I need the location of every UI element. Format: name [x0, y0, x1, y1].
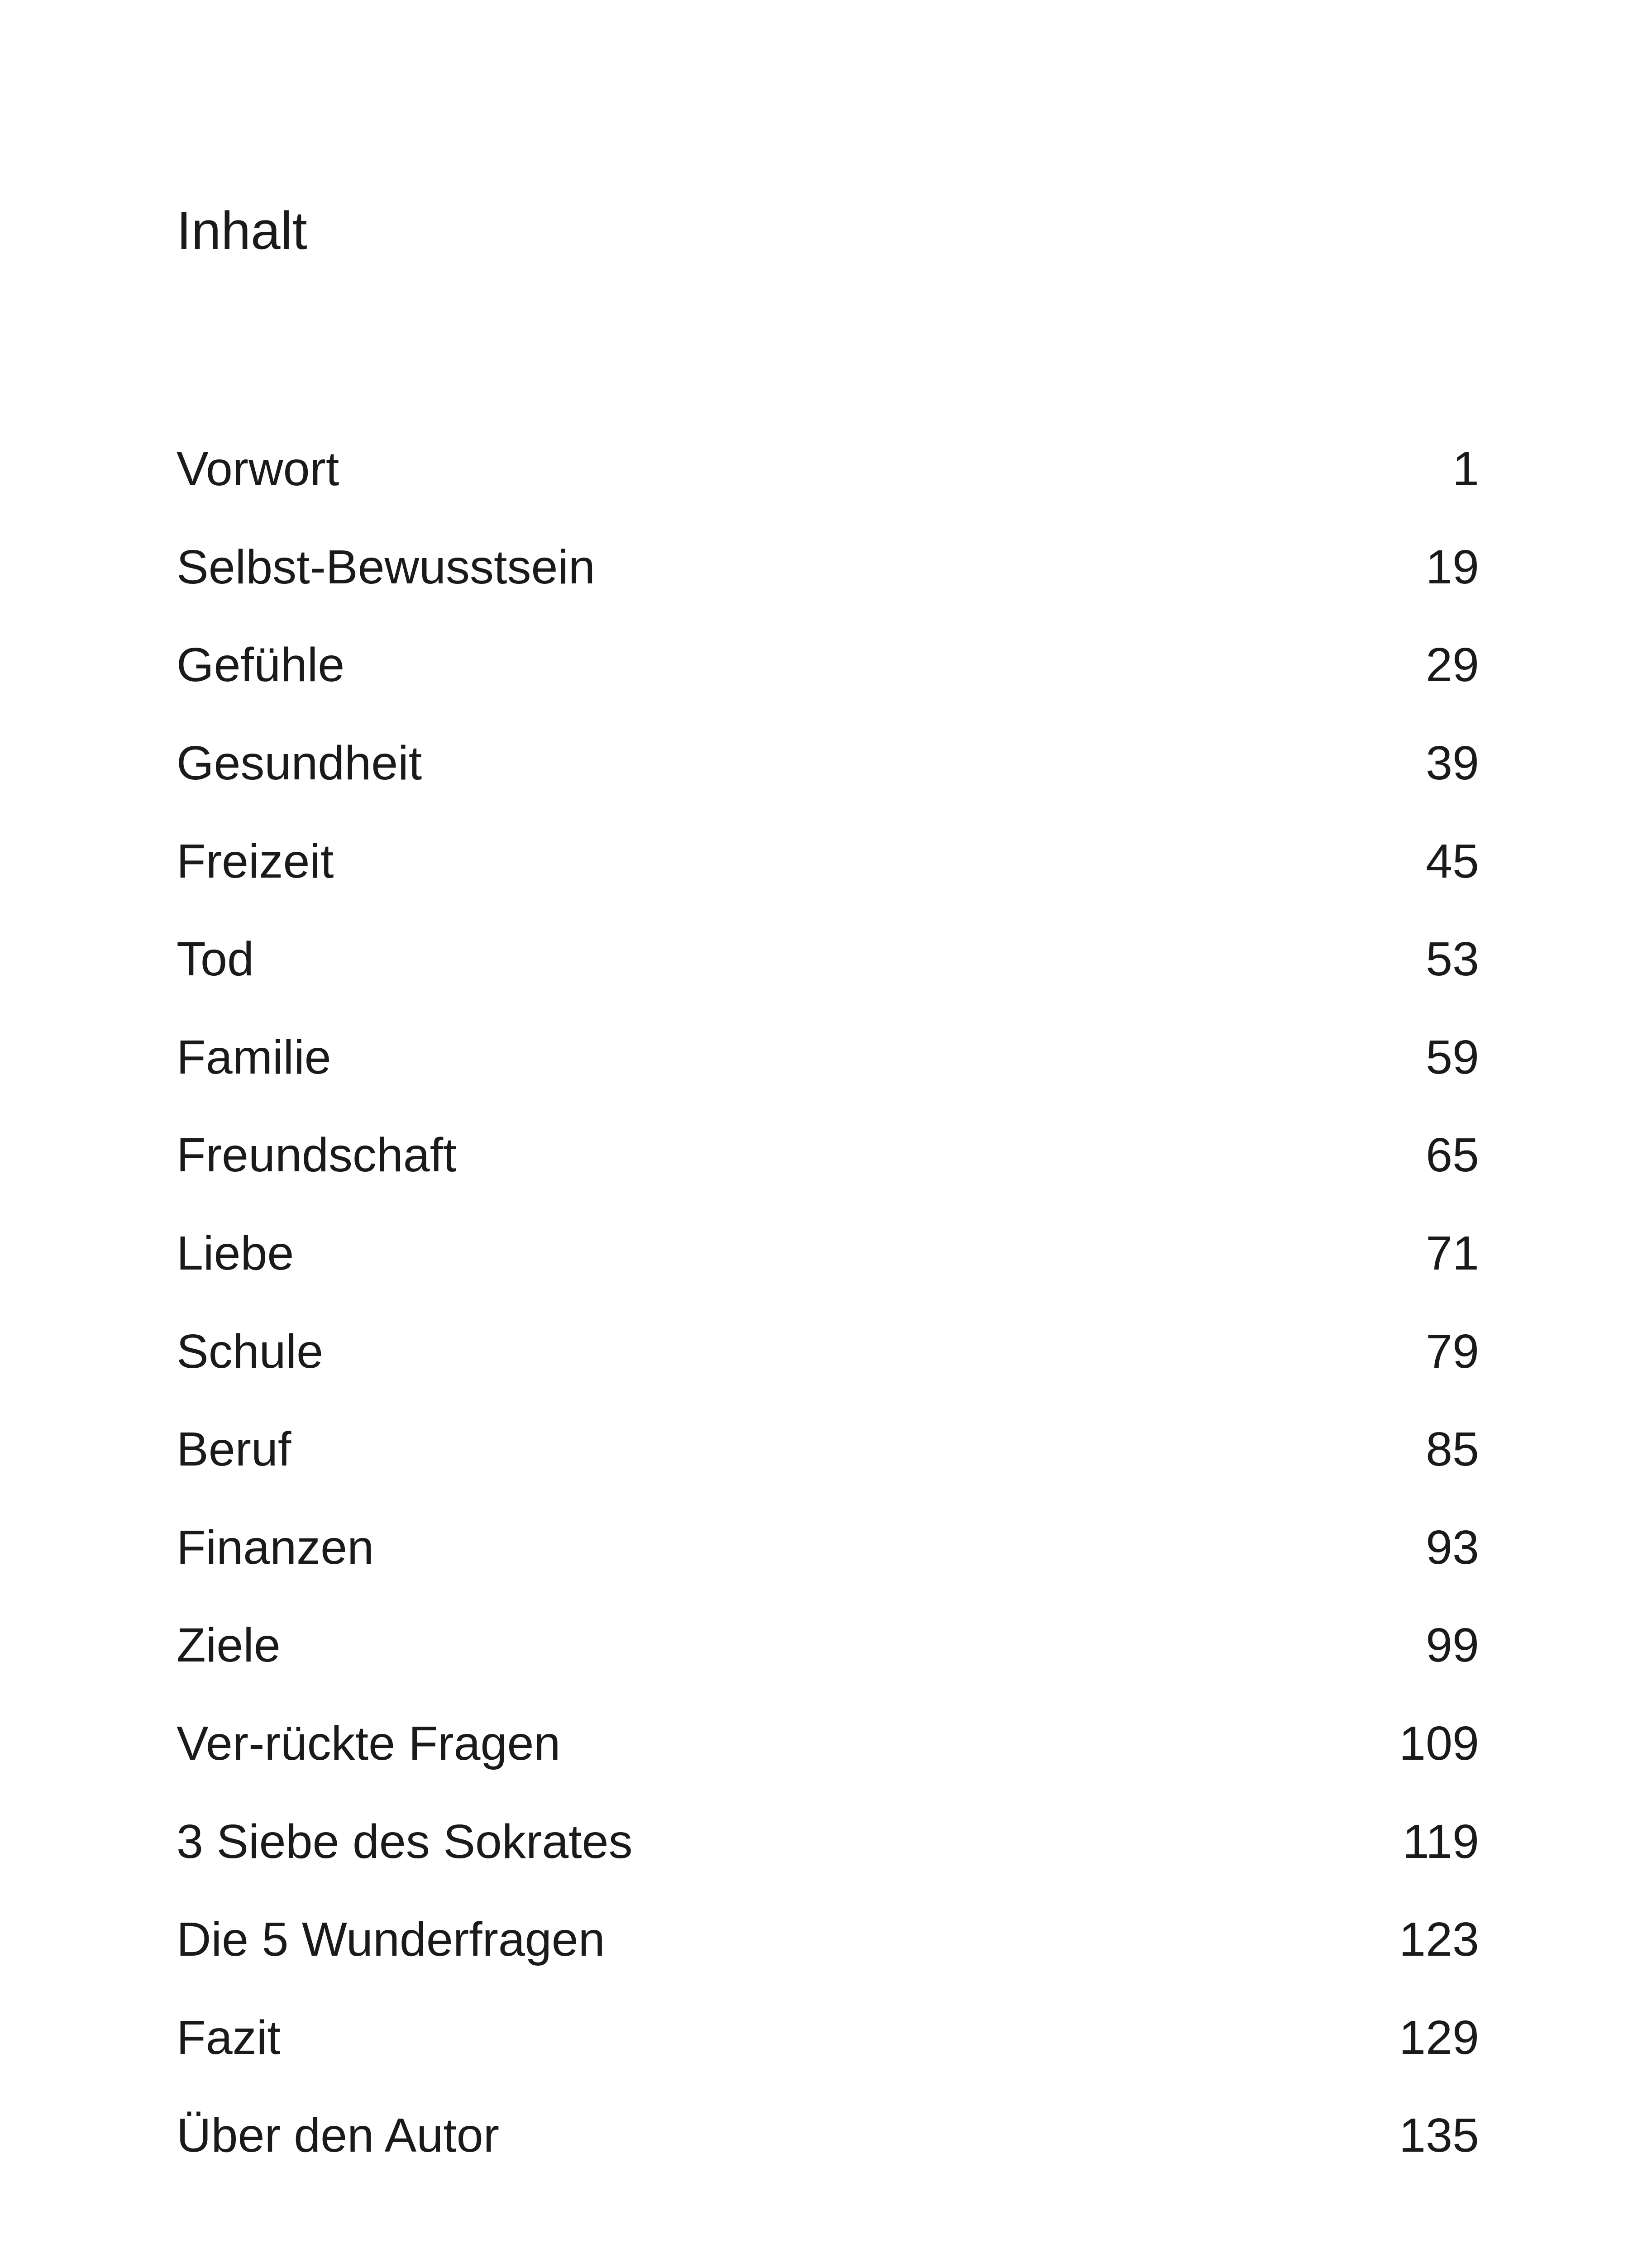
- toc-entry-title: Selbst-Bewusstsein: [177, 540, 595, 594]
- toc-entry-page: 135: [1399, 2109, 1479, 2163]
- toc-entry: [177, 1106, 1479, 1204]
- toc-entry-page: 1: [1452, 442, 1479, 496]
- toc-entry: [177, 518, 1479, 616]
- toc-entry-page: 123: [1399, 1913, 1479, 1967]
- toc-entry: [177, 616, 1479, 714]
- toc-entry-page: 19: [1426, 540, 1479, 594]
- toc-entry-page: 39: [1426, 736, 1479, 790]
- toc-entry: [177, 1499, 1479, 1597]
- toc-entry: [177, 1792, 1479, 1891]
- toc-entry: [177, 1596, 1479, 1695]
- toc-entry-title: Freizeit: [177, 834, 334, 888]
- toc-entry: [177, 812, 1479, 910]
- toc-entry-title: Die 5 Wunderfragen: [177, 1913, 605, 1967]
- toc-entry-page: 59: [1426, 1030, 1479, 1084]
- toc-entry: [177, 714, 1479, 812]
- toc-entry: [177, 1008, 1479, 1107]
- toc-entry-page: 71: [1426, 1227, 1479, 1280]
- toc-entry: [177, 1989, 1479, 2087]
- table-of-contents: [177, 420, 1479, 2185]
- page-title: Inhalt: [177, 201, 307, 261]
- toc-entry: [177, 1204, 1479, 1303]
- toc-entry-title: Ver-rückte Fragen: [177, 1717, 561, 1771]
- toc-entry-title: Schule: [177, 1324, 324, 1378]
- toc-entry-title: Ziele: [177, 1618, 281, 1672]
- toc-entry-title: Tod: [177, 932, 254, 986]
- toc-entry: [177, 1891, 1479, 1989]
- toc-entry: [177, 1302, 1479, 1400]
- toc-entry-page: 85: [1426, 1423, 1479, 1476]
- toc-entry-page: 99: [1426, 1618, 1479, 1672]
- toc-entry-title: Beruf: [177, 1423, 291, 1476]
- toc-entry-page: 79: [1426, 1324, 1479, 1378]
- toc-entry-page: 45: [1426, 834, 1479, 888]
- toc-entry-title: Freundschaft: [177, 1128, 457, 1182]
- toc-entry-page: 129: [1399, 2010, 1479, 2064]
- toc-entry: [177, 2086, 1479, 2185]
- toc-entry-page: 109: [1399, 1717, 1479, 1771]
- toc-entry-title: Gesundheit: [177, 736, 422, 790]
- toc-entry-title: Gefühle: [177, 638, 345, 692]
- toc-entry-title: 3 Siebe des Sokrates: [177, 1814, 633, 1868]
- toc-entry-page: 119: [1403, 1814, 1479, 1868]
- toc-entry-title: Familie: [177, 1030, 331, 1084]
- toc-entry-page: 65: [1426, 1128, 1479, 1182]
- toc-entry-title: Finanzen: [177, 1520, 374, 1574]
- toc-entry-title: Vorwort: [177, 442, 339, 496]
- toc-entry: [177, 910, 1479, 1008]
- toc-entry: [177, 420, 1479, 518]
- toc-entry: [177, 1695, 1479, 1793]
- toc-entry-page: 53: [1426, 932, 1479, 986]
- toc-entry-page: 93: [1426, 1520, 1479, 1574]
- toc-entry: [177, 1400, 1479, 1499]
- toc-entry-title: Fazit: [177, 2010, 281, 2064]
- toc-entry-title: Liebe: [177, 1227, 294, 1280]
- toc-entry-page: 29: [1426, 638, 1479, 692]
- toc-entry-title: Über den Autor: [177, 2109, 500, 2163]
